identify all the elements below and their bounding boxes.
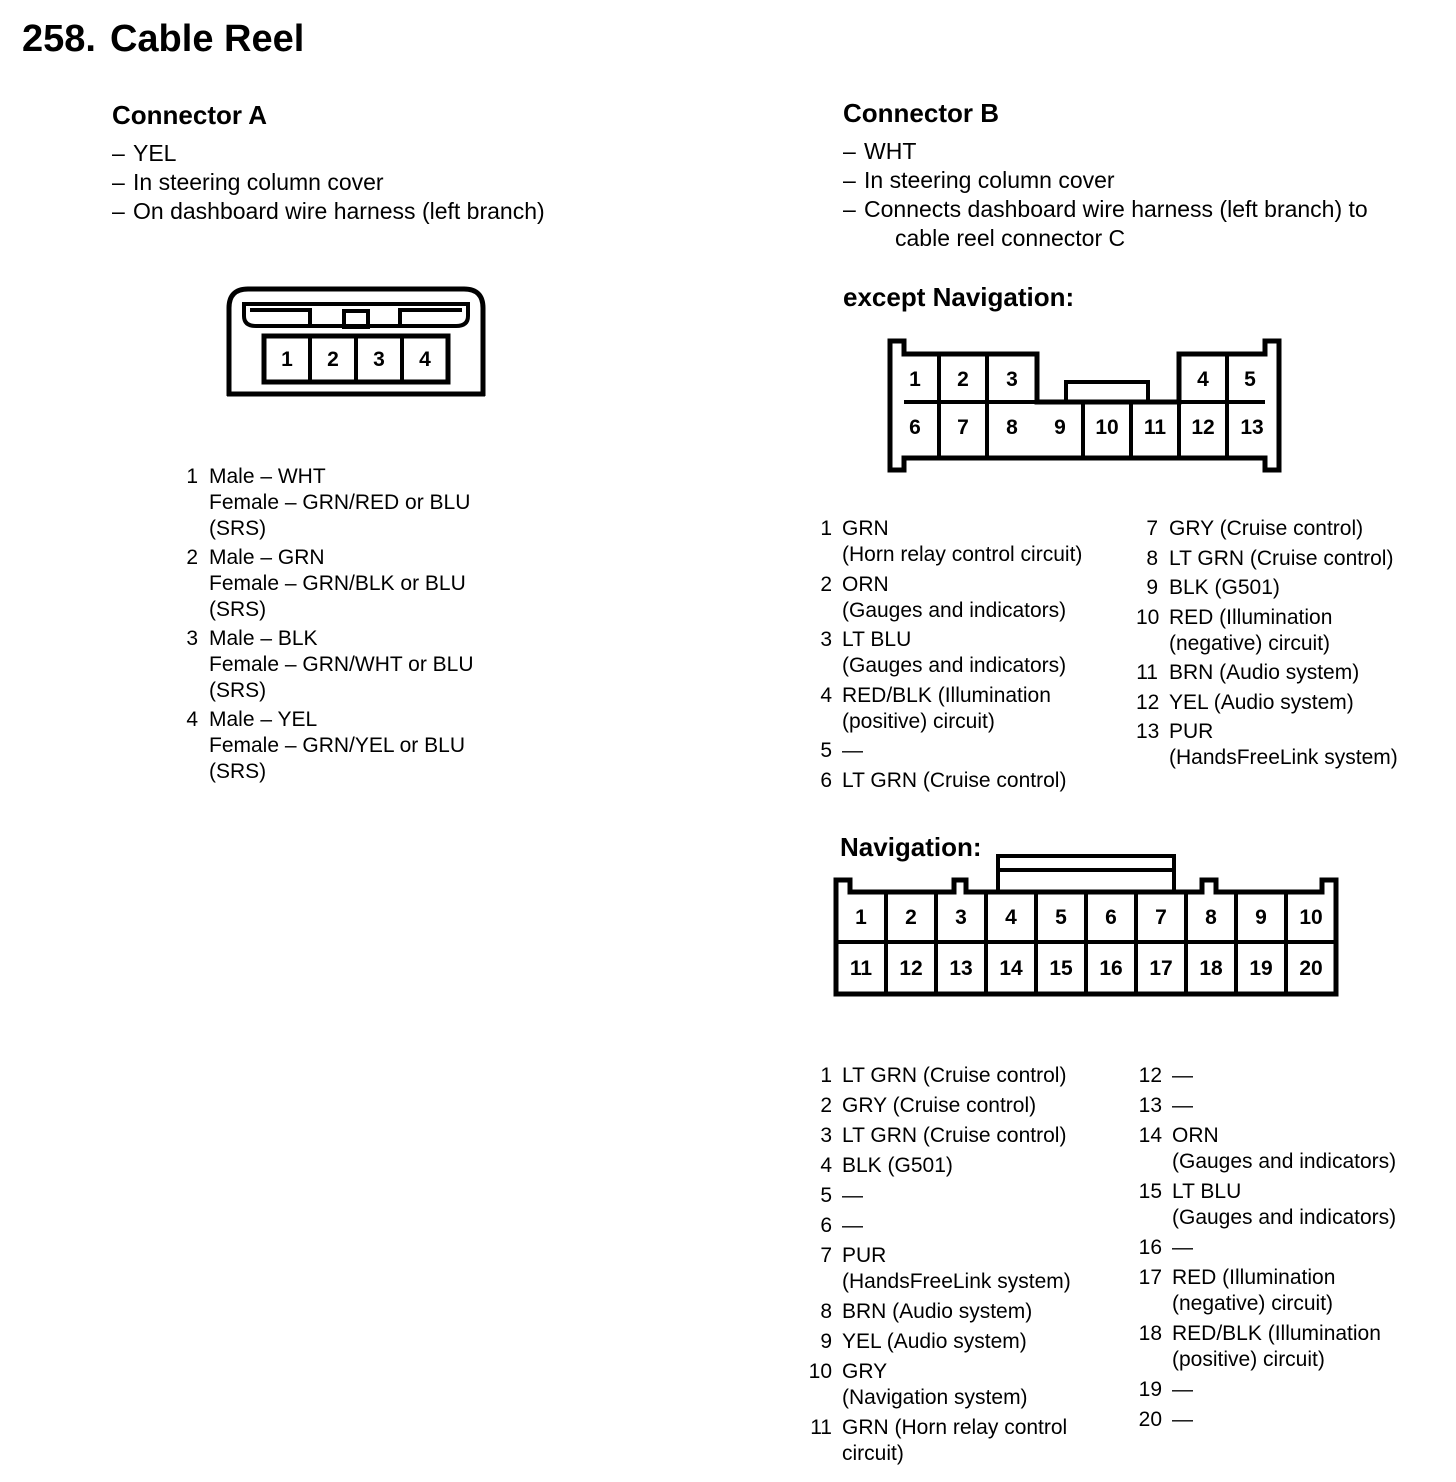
cavity-label: 17 [1149,957,1173,980]
cavity-label: 12 [899,957,923,980]
cavity-label: 4 [1197,368,1209,391]
pin-row: 12 YEL (Audio system) [1136,690,1354,714]
cavity-label: 20 [1299,957,1323,980]
connector-b-nav-diagram [830,850,1342,1002]
pin-row: 13 — [1138,1094,1193,1117]
pin-row: 16 — [1138,1236,1193,1259]
cavity-label: 3 [1006,368,1018,391]
cavity-label: 9 [1255,906,1267,929]
pin-row: 3 LT BLU (Gauges and indicators) [820,628,1067,677]
cavity-label: 11 [849,957,873,980]
pin-row: 9 YEL (Audio system) [820,1330,1027,1353]
cavity-label: 10 [1299,906,1323,929]
connector-a-lock-tab [244,304,468,326]
pin-row: 2 ORN (Gauges and indicators) [820,572,1067,622]
pin-row: 12 — [1138,1064,1193,1087]
navigation-heading: Navigation: [840,832,982,862]
pin-row: 19 — [1138,1378,1193,1401]
pin-row: 1 GRN (Horn relay control circuit) [820,517,1083,566]
pin-row: 18 RED/BLK (Illumination (positive) circuit) [1138,1322,1381,1371]
pin-row: 10 GRY (Navigation system) [808,1360,1028,1409]
connector-b-heading: Connector B [843,98,999,128]
cavity-label: 19 [1249,957,1273,980]
nav-pin-list-left [808,1063,1128,1471]
cavity-label: 3 [373,348,385,371]
pin-row: 5 — [820,739,863,762]
cavity-label: 8 [1006,416,1018,439]
connector-a-pin-list [182,464,522,788]
pin-row: 14 ORN (Gauges and indicators) [1138,1124,1397,1173]
connector-b-line: – In steering column cover [843,167,1115,193]
cavity-label: 3 [955,906,967,929]
cavity-label: 1 [281,348,293,371]
cavity-label: 13 [949,957,973,980]
connector-a-line: – YEL [112,140,177,166]
page-title [22,18,304,61]
connector-key [998,856,1174,892]
cavity-label: 5 [1055,906,1067,929]
cavity-label: 16 [1099,957,1123,980]
pin-row: 6 LT GRN (Cruise control) [820,768,1067,792]
cavity-label: 7 [957,416,969,439]
connector-a-description [112,139,545,226]
cavity-label: 4 [419,348,431,371]
cavity-label: 7 [1155,906,1167,929]
nav-pin-list-right [1138,1063,1438,1437]
connector-b-line: – WHT [843,138,917,164]
pin-row: 7 GRY (Cruise control) [1146,517,1364,540]
connector-b-line: – Connects dashboard wire harness (left branch) to [843,196,1368,222]
pin-row: 1 Male – WHT Female – GRN/RED or BLU (SRS) [186,465,471,540]
pin-row: 11 GRN (Horn relay control circuit) [810,1416,1068,1465]
pin-row: 5 — [820,1184,863,1207]
except-nav-pin-list-right [1136,516,1436,775]
pin-row: 17 RED (Illumination (negative) circuit) [1138,1266,1336,1315]
except-navigation-heading: except Navigation: [843,282,1075,312]
pin-row: 3 LT GRN (Cruise control) [820,1124,1067,1147]
pin-row: 13 PUR (HandsFreeLink system) [1136,720,1398,769]
pin-row: 3 Male – BLK Female – GRN/WHT or BLU (SRS) [186,627,474,702]
pin-row: 6 — [820,1214,863,1237]
pin-row: 2 GRY (Cruise control) [820,1094,1037,1117]
pin-row: 15 LT BLU (Gauges and indicators) [1138,1180,1397,1229]
pin-row: 4 Male – YEL Female – GRN/YEL or BLU (SRS) [186,708,465,783]
pin-row: 1 LT GRN (Cruise control) [820,1064,1067,1087]
pin-row: 20 — [1138,1408,1193,1431]
pin-row: 8 BRN (Audio system) [820,1300,1033,1323]
cavity-label: 11 [1143,416,1167,439]
cavity-label: 4 [1005,906,1017,929]
cavity-label: 12 [1191,416,1215,439]
cavity-label: 2 [957,368,969,391]
cavity-label: 1 [909,368,921,391]
pin-row: 7 PUR (HandsFreeLink system) [820,1244,1071,1293]
cavity-label: 2 [905,906,917,929]
cavity-label: 8 [1205,906,1217,929]
connector-b-description [843,137,1368,253]
cavity-label: 5 [1244,368,1256,391]
connector-a-heading: Connector A [112,100,268,130]
pin-row: 11 BRN (Audio system) [1136,661,1360,684]
cavity-label: 13 [1240,416,1264,439]
cavity-label: 18 [1199,957,1223,980]
connector-a-line: – In steering column cover [112,169,384,195]
connector-a-diagram [226,286,486,400]
section-name: Cable Reel [109,18,305,60]
cavity-label: 1 [855,906,867,929]
pin-row: 4 BLK (G501) [820,1154,953,1177]
except-nav-pin-list-left [810,516,1130,797]
pin-row: 10 RED (Illumination (negative) circuit) [1136,605,1333,655]
cavity-label: 2 [327,348,339,371]
connector-key [1066,382,1148,402]
connector-b-line-continuation: cable reel connector C [895,225,1126,251]
pin-row: 2 Male – GRN Female – GRN/BLK or BLU (SRS) [186,546,466,621]
cavity-label: 6 [1105,906,1117,929]
cavity-label: 15 [1049,957,1073,980]
cavity-label: 10 [1095,416,1119,439]
connector-a-line: – On dashboard wire harness (left branch) [112,198,545,224]
connector-b-except-nav-diagram [885,336,1285,476]
pin-row: 8 LT GRN (Cruise control) [1146,546,1394,570]
pin-row: 4 RED/BLK (Illumination (positive) circuit) [820,683,1051,733]
cavity-label: 9 [1054,416,1066,439]
pin-row: 9 BLK (G501) [1146,576,1280,599]
cavity-label: 14 [999,957,1023,980]
section-number: 258. [22,18,96,60]
cavity-label: 6 [909,416,921,439]
